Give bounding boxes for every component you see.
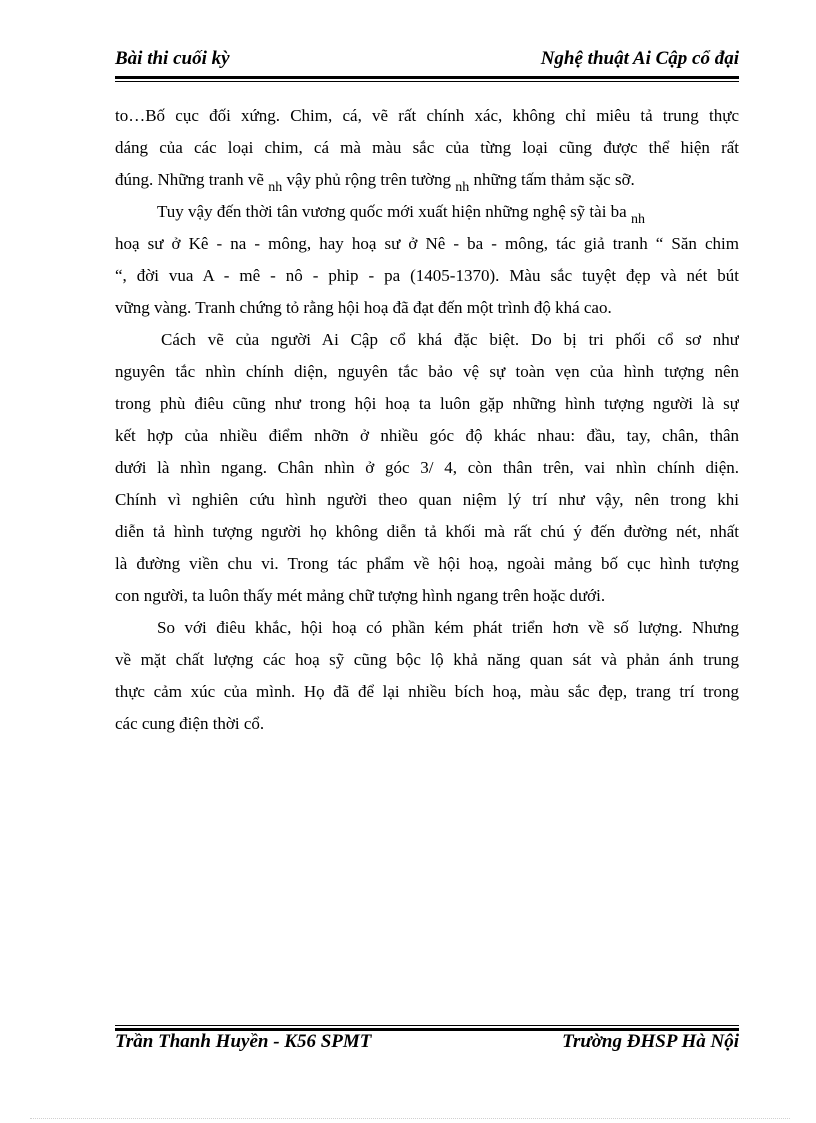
header-right-title: Nghệ thuật Ai Cập cổ đại	[540, 48, 739, 69]
subscript-fragment: nh	[455, 180, 470, 195]
text-line: là đường viền chu vi. Trong tác phẩm về hội hoạ, ngoài mảng bố cục hình tượng	[115, 554, 739, 573]
text-line: vững vàng. Tranh chứng tỏ rằng hội hoạ đã đạt đến một trình độ khá cao.	[115, 298, 612, 317]
footer-school: Trường ĐHSP Hà Nội	[562, 1031, 739, 1052]
footer-rule-thin	[115, 1025, 739, 1026]
text-line: “, đời vua A - mê - nô - phip - pa (1405-1370). Màu sắc tuyệt đẹp và nét bút	[115, 266, 739, 285]
text-fragment: vậy phủ rộng trên tường	[286, 170, 452, 189]
subscript-fragment: nh	[630, 212, 645, 227]
text-fragment: đúng. Những tranh vẽ	[115, 170, 264, 189]
header-rule-thick	[115, 76, 739, 79]
text-line	[115, 164, 739, 196]
text-line: dưới là nhìn ngang. Chân nhìn ở góc 3/ 4, còn thân trên, vai nhìn chính diện.	[115, 458, 739, 477]
text-line: kết hợp của nhiều điểm nhỡn ở nhiều góc độ khác nhau: đầu, tay, chân, thân	[115, 426, 739, 445]
text-line: So với điêu khắc, hội hoạ có phần kém phát triển hơn về số lượng. Nhưng	[157, 618, 739, 637]
text-fragment: những tấm thảm sặc sỡ.	[473, 170, 635, 189]
page-footer	[115, 1031, 739, 1057]
page-header	[115, 48, 739, 74]
text-line: hoạ sư ở Kê - na - mông, hay hoạ sư ở Nê - ba - mông, tác giả tranh “ Săn chim	[115, 234, 739, 253]
text-line: to…Bố cục đối xứng. Chim, cá, vẽ rất chính xác, không chỉ miêu tả trung thực	[115, 106, 739, 125]
header-left-title: Bài thi cuối kỳ	[115, 48, 230, 69]
text-line: diễn tả hình tượng người họ không diễn tả khối mà rất chú ý đến đường nét, nhất	[115, 522, 739, 541]
text-line: con người, ta luôn thấy mét mảng chữ tượng hình ngang trên hoặc dưới.	[115, 586, 606, 605]
document-body	[115, 100, 739, 740]
text-fragment: Tuy vậy đến thời tân vương quốc mới xuất hiện những nghệ sỹ tài ba	[157, 202, 627, 221]
subscript-fragment: nh	[268, 180, 283, 195]
text-line	[115, 196, 739, 228]
text-line: Cách vẽ của người Ai Cập cổ khá đặc biệt. Do bị tri phối cổ sơ như	[161, 330, 739, 349]
text-line: nguyên tắc nhìn chính diện, nguyên tắc bảo vệ sự toàn vẹn của hình tượng nên	[115, 362, 739, 381]
header-rule-thin	[115, 81, 739, 82]
text-line: trong phù điêu cũng như trong hội hoạ ta luôn gặp những hình tượng người là sự	[115, 394, 739, 413]
text-line: dáng của các loại chim, cá mà màu sắc của từng loại cũng được thể hiện rất	[115, 138, 739, 157]
footer-author: Trần Thanh Huyền - K56 SPMT	[115, 1031, 372, 1052]
page-edge-divider	[30, 1118, 790, 1119]
text-line: thực cảm xúc của mình. Họ đã để lại nhiều bích hoạ, màu sắc đẹp, trang trí trong	[115, 682, 739, 701]
text-line: Chính vì nghiên cứu hình người theo quan niệm lý trí như vậy, nên trong khi	[115, 490, 739, 509]
text-line: các cung điện thời cổ.	[115, 714, 265, 733]
text-line: về mặt chất lượng các hoạ sỹ cũng bộc lộ khả năng quan sát và phản ánh trung	[115, 650, 739, 669]
